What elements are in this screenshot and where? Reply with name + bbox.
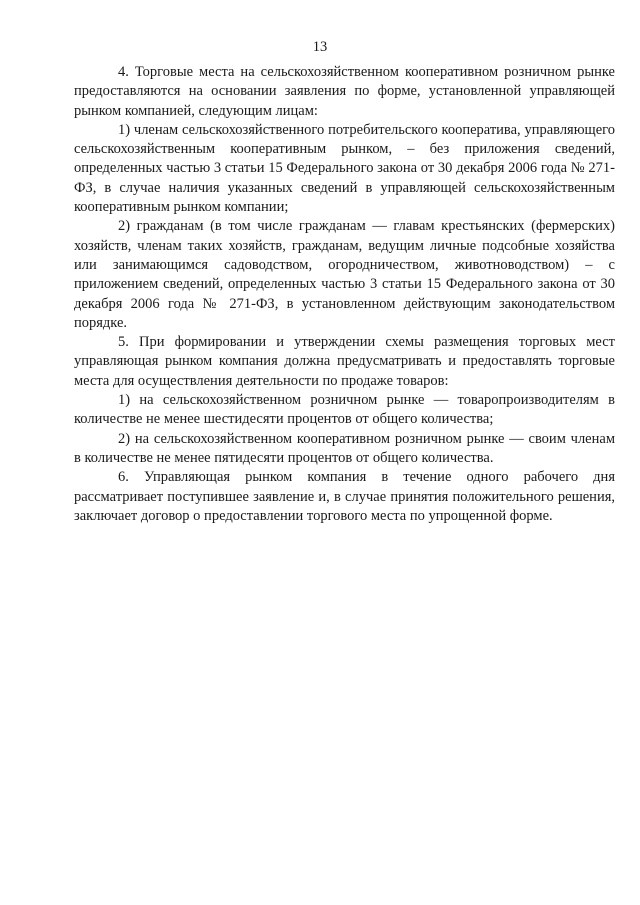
paragraph-5-item-1: 1) на сельскохозяйственном розничном рынке — товаропроизводителям в количестве не менее шестидесяти процентов от общего количества; — [74, 392, 615, 428]
paragraph-5-item-2: 2) на сельскохозяйственном кооперативном розничном рынке — своим членам в количестве не менее пятидесяти процентов от общего количества. — [74, 430, 615, 466]
page-number: 13 — [312, 39, 328, 55]
paragraph-4-item-1: 1) членам сельскохозяйственного потребительского кооператива, управляющего сельскохозяйственным кооперативным рынком, – без приложения сведений, определенных частью 3 статьи 15 Федерального закона от 30 декабря 2006 года № 271-ФЗ, в случае наличия указанных сведений в управляющей сельскохозяйственным кооперативным рынком компании; — [74, 121, 615, 216]
paragraph-4-item-2: 2) гражданам (в том числе гражданам — главам крестьянских (фермерских) хозяйств, членам таких хозяйств, гражданам, ведущим личные подсобные хозяйства или занимающимся садоводством, огородничеством, животноводством) – с приложением сведений, определенных частью 3 статьи 15 Федерального закона от 30 декабря 2006 года № 271-ФЗ, в установленном действующим законодательством порядке. — [74, 218, 615, 331]
paragraph-4: 4. Торговые места на сельскохозяйственном кооперативном розничном рынке предоставляются на основании заявления по форме, установленной управляющей рынком компанией, следующим лицам: — [74, 64, 615, 119]
document-body — [74, 63, 615, 526]
paragraph-6: 6. Управляющая рынком компания в течение одного рабочего дня рассматривает поступившее заявление и, в случае принятия положительного решения, заключает договор о предоставлении торгового места по упрощенной форме. — [74, 469, 615, 524]
paragraph-5: 5. При формировании и утверждении схемы размещения торговых мест управляющая рынком компания должна предусматривать и предоставлять торговые места для осуществления деятельности по продаже товаров: — [74, 334, 615, 389]
